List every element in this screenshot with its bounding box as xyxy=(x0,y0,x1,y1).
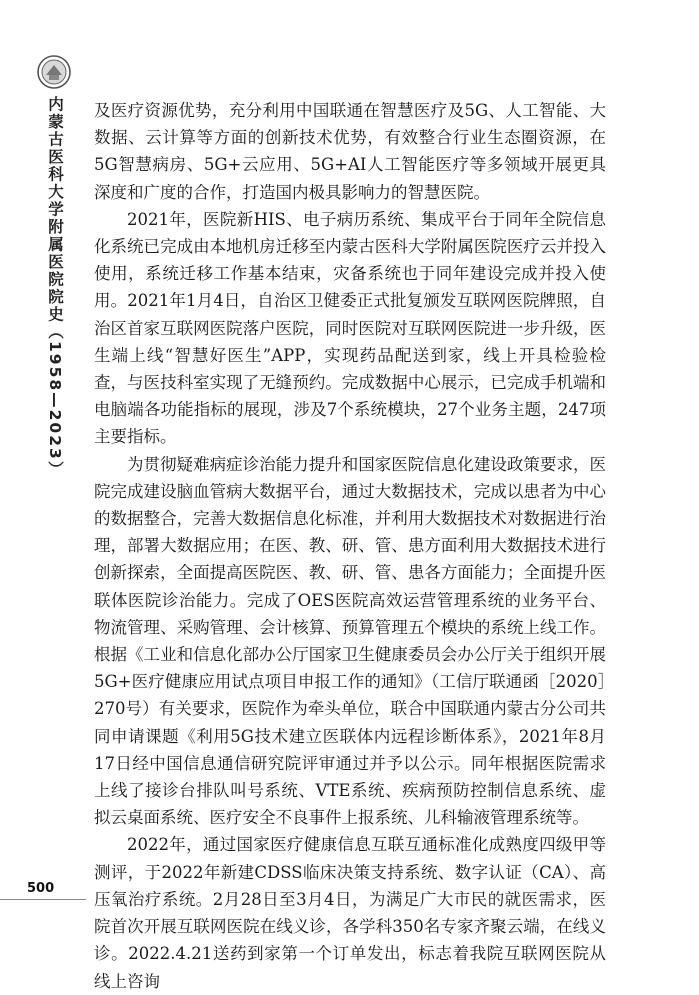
body-text xyxy=(94,97,606,995)
paragraph: 及医疗资源优势，充分利用中国联通在智慧医疗及5G、人工智能、大数据、云计算等方面的创新技术优势，有效整合行业生态圈资源，在5G智慧病房、5G+云应用、5G+AI人工智能医疗等多领域开展更具深度和广度的合作，打造国内极具影响力的智慧医院。 xyxy=(94,101,606,202)
paragraph: 2021年，医院新HIS、电子病历系统、集成平台于同年全院信息化系统已完成由本地机房迁移至内蒙古医科大学附属医院医疗云并投入使用，系统迁移工作基本结束，灾备系统也于同年建设完成并投入使用。2021年1月4日，自治区卫健委正式批复颁发互联网医院牌照，自治区首家互联网医院落户医院，同时医院对互联网医院进一步升级，医生端上线“智慧好医生”APP，实现药品配送到家，线上开具检验检查，与医技科室实现了无缝预约。完成数据中心展示，已完成手机端和电脑端各功能指标的展现，涉及7个系统模块，27个业务主题，247项主要指标。 xyxy=(94,209,606,447)
page-number-rule xyxy=(0,899,86,900)
paragraph: 为贯彻疑难病症诊治能力提升和国家医院信息化建设政策要求，医院完成建设脑血管病大数据平台，通过大数据技术，完成以患者为中心的数据整合，完善大数据信息化标准，并利用大数据技术对数据进行治理，部署大数据应用；在医、教、研、管、患方面利用大数据技术进行创新探索，全面提高医院医、教、研、管、患各方面能力；全面提升医联体医院诊治能力。完成了OES医院高效运营管理系统的业务平台、物流管理、采购管理、会计核算、预算管理五个模块的系统上线工作。根据《工业和信息化部办公厅国家卫生健康委员会办公厅关于组织开展5G+医疗健康应用试点项目申报工作的通知》（工信厅联通函［2020］270号）有关要求，医院作为牵头单位，联合中国联通内蒙古分公司共同申请课题《利用5G技术建立医联体内远程诊断体系》，2021年8月17日经中国信息通信研究院评审通过并予以公示。同年根据医院需求上线了接诊台排队叫号系统、VTE系统、疾病预防控制信息系统、虚拟云桌面系统、医疗安全不良事件上报系统、儿科输液管理系统等。 xyxy=(94,454,606,828)
page-number: 500 xyxy=(27,881,55,896)
paragraph: 2022年，通过国家医疗健康信息互联互通标准化成熟度四级甲等测评，于2022年新建CDSS临床决策支持系统、数字认证（CA）、高压氧治疗系统。2月28日至3月4日，为满足广大市民的就医需求，医院首次开展互联网医院在线义诊，各学科350名专家齐聚云端，在线义诊。2022.4.21送药到家第一个订单发出，标志着我院互联网医院从线上咨询 xyxy=(94,835,606,991)
hospital-seal-icon xyxy=(37,55,71,89)
page-sidebar xyxy=(0,0,88,983)
book-title: 内蒙古医科大学附属医院院史（1958—2023） xyxy=(46,96,64,479)
